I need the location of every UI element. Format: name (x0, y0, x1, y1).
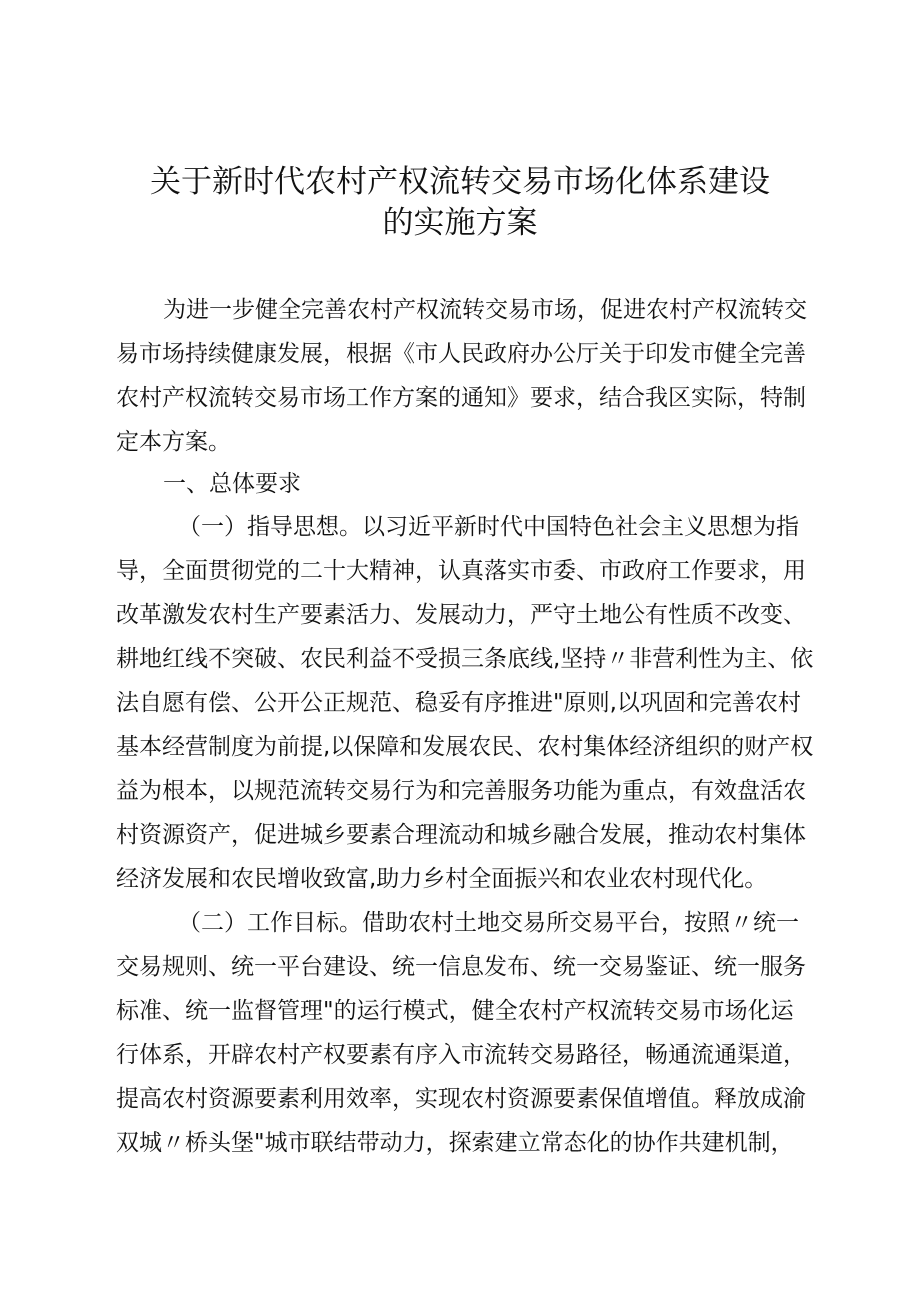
goals-line: 双城〃桥头堡"城市联结带动力，探索建立常态化的协作共建机制， (116, 1130, 794, 1156)
guiding-line: 基本经营制度为前提,以保障和发展农民、农村集体经济组织的财产权 (116, 734, 814, 760)
guiding-line: 法自愿有偿、公开公正规范、稳妥有序推进"原则,以巩固和完善农村 (116, 690, 801, 716)
guiding-line: 村资源资产，促进城乡要素合理流动和城乡融合发展，推动农村集体 (116, 822, 806, 848)
guiding-line: （一）指导思想。以习近平新时代中国特色社会主义思想为指 (178, 514, 799, 540)
intro-line: 农村产权流转交易市场工作方案的通知》要求，结合我区实际，特制 (116, 385, 806, 411)
intro-line: 定本方案。 (116, 429, 231, 455)
document-title-line-2: 的实施方案 (382, 205, 538, 241)
goals-line: 提高农村资源要素利用效率，实现农村资源要素保值增值。释放成渝 (116, 1086, 806, 1112)
document-title-line-1: 关于新时代农村产权流转交易市场化体系建设 (150, 164, 770, 200)
intro-line: 为进一步健全完善农村产权流转交易市场，促进农村产权流转交 (163, 297, 807, 323)
guiding-line: 改革激发农村生产要素活力、发展动力，严守土地公有性质不改变、 (116, 602, 806, 628)
section-heading: 一、总体要求 (163, 471, 301, 497)
goals-line: 标准、统一监督管理"的运行模式，健全农村产权流转交易市场化运 (116, 998, 794, 1024)
goals-line: 交易规则、统一平台建设、统一信息发布、统一交易鉴证、统一服务 (116, 954, 806, 980)
guiding-line: 导，全面贯彻党的二十大精神，认真落实市委、市政府工作要求，用 (116, 558, 806, 584)
guiding-line: 益为根本，以规范流转交易行为和完善服务功能为重点，有效盘活农 (116, 778, 806, 804)
guiding-line: 经济发展和农民增收致富,助力乡村全面振兴和农业农村现代化。 (116, 866, 768, 892)
goals-line: 行体系，开辟农村产权要素有序入市流转交易路径，畅通流通渠道， (116, 1042, 806, 1068)
intro-line: 易市场持续健康发展，根据《市人民政府办公厅关于印发市健全完善 (116, 341, 806, 367)
guiding-line: 耕地红线不突破、农民利益不受损三条底线,坚持〃非营利性为主、依 (116, 646, 814, 672)
goals-line: （二）工作目标。借助农村土地交易所交易平台，按照〃统一 (178, 910, 799, 936)
